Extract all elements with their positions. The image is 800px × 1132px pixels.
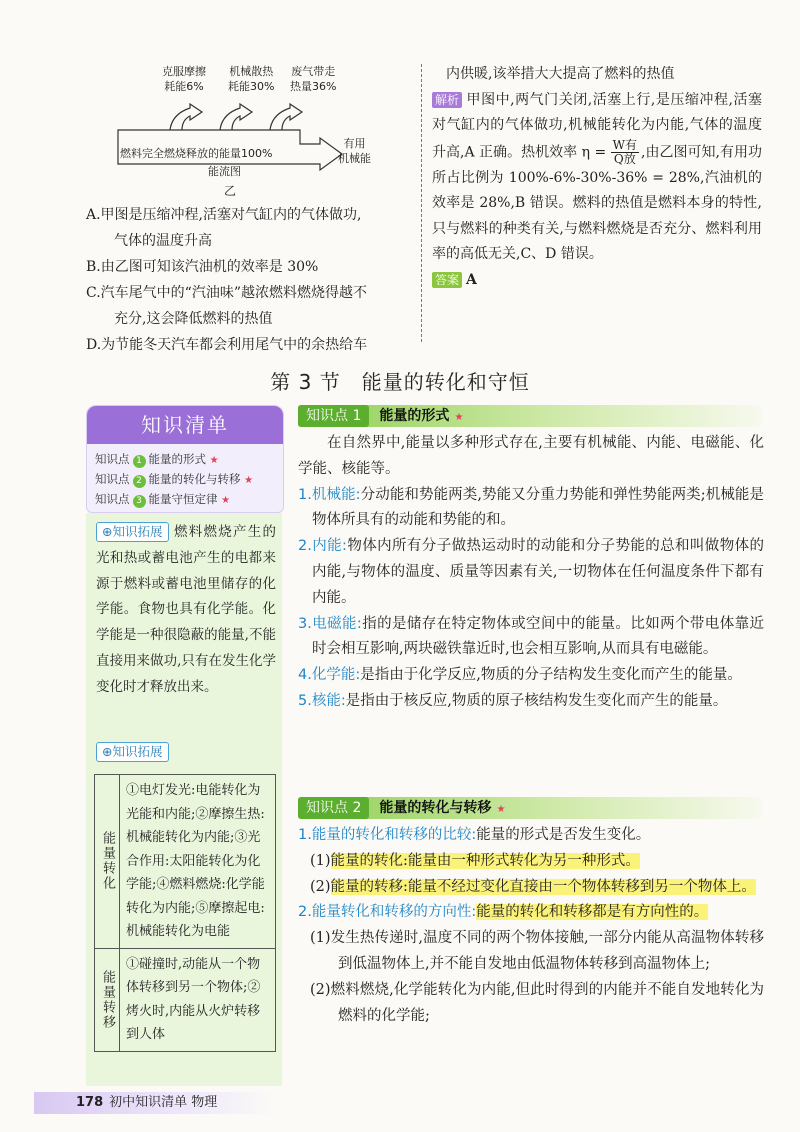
answer-tag: 答案: [432, 272, 462, 288]
kp2-sub-item: (1)发生热传递时,温度不同的两个物体接触,一部分内能从高温物体转移到低温物体上,并不能自发地由低温物体转移到高温物体上;: [310, 930, 764, 972]
knowledge-point-tag: 知识点 1: [298, 405, 369, 427]
kp1-item: 4.化学能:是指由于化学反应,物质的分子结构发生变化而产生的能量。: [298, 667, 742, 684]
star-icon: ★: [496, 804, 506, 815]
knowledge-point-1-body: [298, 431, 764, 715]
option-a: A.甲图是压缩冲程,活塞对气缸内的气体做功, 气体的温度升高: [86, 207, 362, 249]
page-footer: [34, 1092, 274, 1114]
column-divider: [421, 64, 422, 342]
option-c: C.汽车尾气中的“汽油味”越浓燃料燃烧得越不 充分,这会降低燃料的热值: [86, 285, 367, 327]
kp2-item-2: 2.能量转化和转移的方向性:能量的转化和转移都是有方向性的。: [298, 904, 709, 921]
knowledge-point-title: 能量的形式: [379, 408, 450, 424]
extension-tag: ⊕知识拓展: [96, 742, 169, 762]
star-icon: ★: [221, 495, 231, 506]
table-row-header: 能量转化: [95, 775, 120, 949]
loss-heat-label: 机械散热 耗能30%: [228, 65, 275, 93]
kp1-item: 3.电磁能:指的是储存在特定物体或空间中的能量。比如两个带电体靠近时会相互影响,两块磁铁靠近时,也会相互影响,从而具有电磁能。: [298, 615, 764, 658]
knowledge-list-item[interactable]: 知识点 2 能量的转化与转移 ★: [95, 472, 254, 486]
energy-flow-diagram: [110, 60, 410, 200]
knowledge-list-card: [86, 405, 284, 513]
extension-icon: ⊕: [102, 524, 113, 539]
kp2-item-1: 1.能量的转化和转移的比较:能量的形式是否发生变化。: [298, 827, 651, 843]
knowledge-point-title: 能量的转化与转移: [379, 800, 492, 816]
option-b: B.由乙图可知该汽油机的效率是 30%: [86, 259, 319, 275]
kp1-item: 5.核能:是指由于核反应,物质的原子核结构发生变化而产生的能量。: [298, 692, 728, 709]
kp1-item: 1.机械能:分动能和势能两类,势能又分重力势能和弹性势能两类;机械能是物体所具有的动能和势能的和。: [298, 486, 764, 529]
kp2-sub-item: (2)能量的转移:能量不经过变化直接由一个物体转移到另一个物体上。: [310, 878, 756, 895]
loss-exhaust-label: 废气带走 热量36%: [290, 65, 337, 93]
star-icon: ★: [244, 475, 254, 486]
knowledge-point-2-header: [298, 797, 762, 819]
answer-line: [432, 268, 762, 294]
knowledge-list-item[interactable]: 知识点 3 能量守恒定律 ★: [95, 492, 231, 506]
knowledge-point-2-body: [298, 823, 764, 1029]
kp2-sub-item: (1)能量的转化:能量由一种形式转化为另一种形式。: [310, 852, 640, 869]
knowledge-list-item[interactable]: 知识点 1 能量的形式 ★: [95, 452, 219, 466]
kp1-intro: 在自然界中,能量以多种形式存在,主要有机械能、内能、电磁能、化学能、核能等。: [298, 435, 764, 477]
knowledge-point-1-header: [298, 405, 762, 427]
extension-note-1: ⊕知识拓展 燃料燃烧产生的光和热或蓄电池产生的电都来源于燃料或蓄电池里储存的化学能。食物也具有化学能。化学能是一种很隐蔽的能量,不能直接用来做功,只有在发生化学变化时才释放出来。: [96, 524, 277, 695]
knowledge-list-title: 知识清单: [87, 406, 283, 444]
answer-value: A: [466, 271, 477, 288]
diagram-caption: 能流图: [208, 165, 241, 178]
loss-friction-label: 克服摩擦 耗能6%: [162, 65, 206, 93]
useful-energy-label: 有用 机械能: [338, 137, 371, 165]
analysis-block: [432, 62, 762, 293]
kp2-sub-item: (2)燃料燃烧,化学能转化为内能,但此时得到的内能并不能自发地转化为燃料的化学能;: [310, 981, 764, 1024]
table-cell: ①电灯发光:电能转化为光能和内能;②摩擦生热:机械能转化为内能;③光合作用:太阳能转化为化学能;④燃料燃烧:化学能转化为内能;⑤摩擦起电:机械能转化为电能: [120, 775, 276, 949]
efficiency-fraction: $\frac{\text{W有}}{\text{Q放}}$: [612, 137, 637, 166]
analysis-text: 解析 甲图中,两气门关闭,活塞上行,是压缩冲程,活塞对气缸内的气体做功,机械能转化为内能,气体的温度升高,A 正确。热机效率 η = $\frac{\text{W有}}{\text{Q放}}$ ,由乙图可知,有用功所占比例为 100%-6%-30%-36% = 28%,汽油机的效率是 28%,B 错误。燃料的热值是燃料本身的特性,只与燃料的种类有关,与燃料燃烧是否充分、燃料利用率的高低无关,C、D 错误。: [432, 91, 763, 262]
table-cell: ①碰撞时,动能从一个物体转移到另一个物体;②烤火时,内能从火炉转移到人体: [120, 948, 276, 1051]
option-d: D.为节能冬天汽车都会利用尾气中的余热给车: [86, 337, 368, 353]
star-icon: ★: [209, 455, 219, 466]
fuel-energy-label: 燃料完全燃烧释放的能量100%: [120, 147, 273, 160]
star-icon: ★: [454, 412, 464, 423]
option-d-continuation: 内供暖,该举措大大提高了燃料的热值: [446, 66, 675, 82]
kp1-item: 2.内能:物体内所有分子做热运动时的动能和分子势能的总和叫做物体的内能,与物体的温度、质量等因素有关,一切物体在任何温度条件下都有内能。: [298, 538, 764, 606]
table-row-header: 能量转移: [95, 948, 120, 1051]
book-title: 初中知识清单 物理: [109, 1095, 218, 1110]
section-title: 第 3 节 能量的转化和守恒: [270, 370, 530, 394]
knowledge-point-tag: 知识点 2: [298, 797, 369, 819]
table-row: [95, 948, 276, 1051]
diagram-sublabel: 乙: [224, 184, 237, 198]
answer-options: [86, 202, 416, 358]
energy-examples-table: [94, 774, 276, 1052]
analysis-tag: 解析: [432, 92, 462, 108]
extension-icon: ⊕: [102, 744, 113, 759]
table-row: [95, 775, 276, 949]
extension-tag: ⊕知识拓展: [96, 522, 169, 542]
page-number: 178: [76, 1095, 104, 1110]
